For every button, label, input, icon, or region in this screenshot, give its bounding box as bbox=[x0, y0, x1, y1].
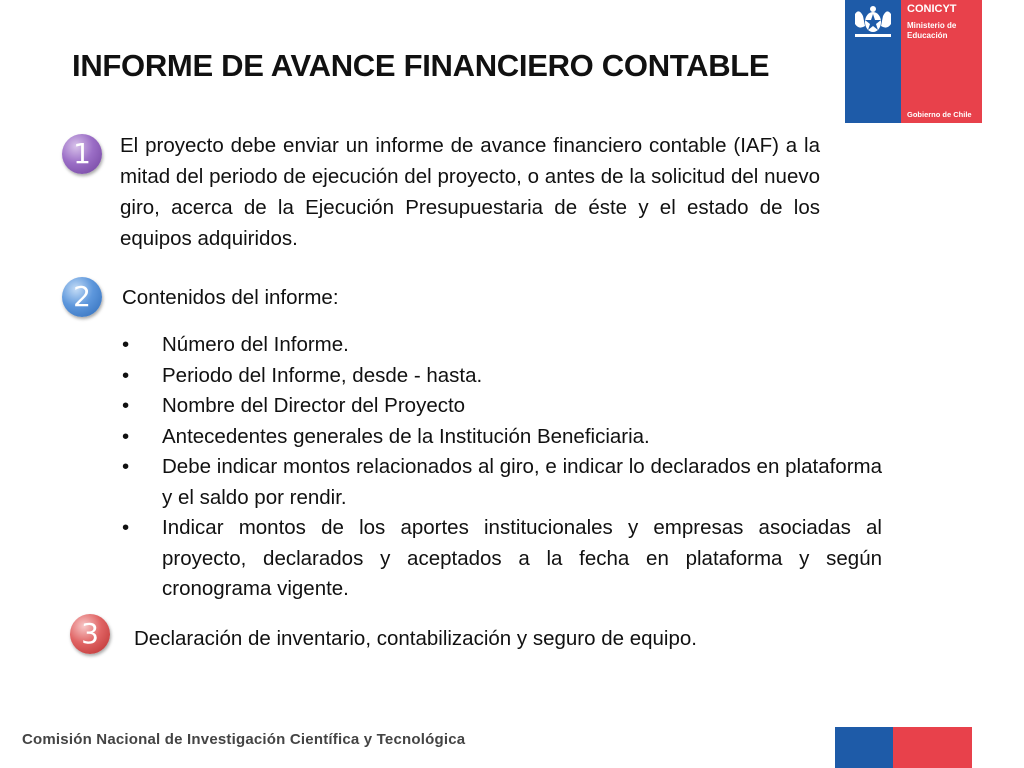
logo-blue-block bbox=[845, 0, 901, 123]
slide-title: INFORME DE AVANCE FINANCIERO CONTABLE bbox=[72, 48, 770, 83]
logo-government: Gobierno de Chile bbox=[907, 110, 972, 119]
list-item: • Debe indicar montos relacionados al giro, e indicar lo declarados en plataforma y el saldo por rendir. bbox=[122, 452, 882, 513]
footer-flag-red bbox=[893, 727, 972, 768]
number-badge-1: 1 bbox=[62, 134, 102, 174]
list-item: • Indicar montos de los aportes institucionales y empresas asociadas al proyecto, declarados y aceptados a la fecha en plataforma y según cronograma vigente. bbox=[122, 513, 882, 605]
footer-organization: Comisión Nacional de Investigación Científica y Tecnológica bbox=[22, 731, 466, 748]
logo-org-name: CONICYT bbox=[907, 3, 957, 15]
section-2-label: Contenidos del informe: bbox=[122, 286, 339, 309]
coat-of-arms-icon bbox=[851, 4, 895, 40]
list-item: • Número del Informe. bbox=[122, 330, 882, 361]
footer-flag-blue bbox=[835, 727, 893, 768]
logo-ministry: Ministerio de Educación bbox=[907, 21, 957, 40]
section-3-text: Declaración de inventario, contabilización y seguro de equipo. bbox=[134, 627, 697, 650]
list-item: • Nombre del Director del Proyecto bbox=[122, 391, 882, 422]
contents-list bbox=[122, 330, 882, 605]
number-badge-3: 3 bbox=[70, 614, 110, 654]
list-item: • Periodo del Informe, desde - hasta. bbox=[122, 361, 882, 392]
logo-red-block bbox=[901, 0, 982, 123]
list-item: • Antecedentes generales de la Institución Beneficiaria. bbox=[122, 422, 882, 453]
section-1-text: El proyecto debe enviar un informe de avance financiero contable (IAF) a la mitad del periodo de ejecución del proyecto, o antes de la solicitud del nuevo giro, acerca de la Ejecución Presupuestaria de éste y el estado de los equipos adquiridos. bbox=[120, 134, 820, 250]
conicyt-logo bbox=[845, 0, 982, 123]
number-badge-2: 2 bbox=[62, 277, 102, 317]
